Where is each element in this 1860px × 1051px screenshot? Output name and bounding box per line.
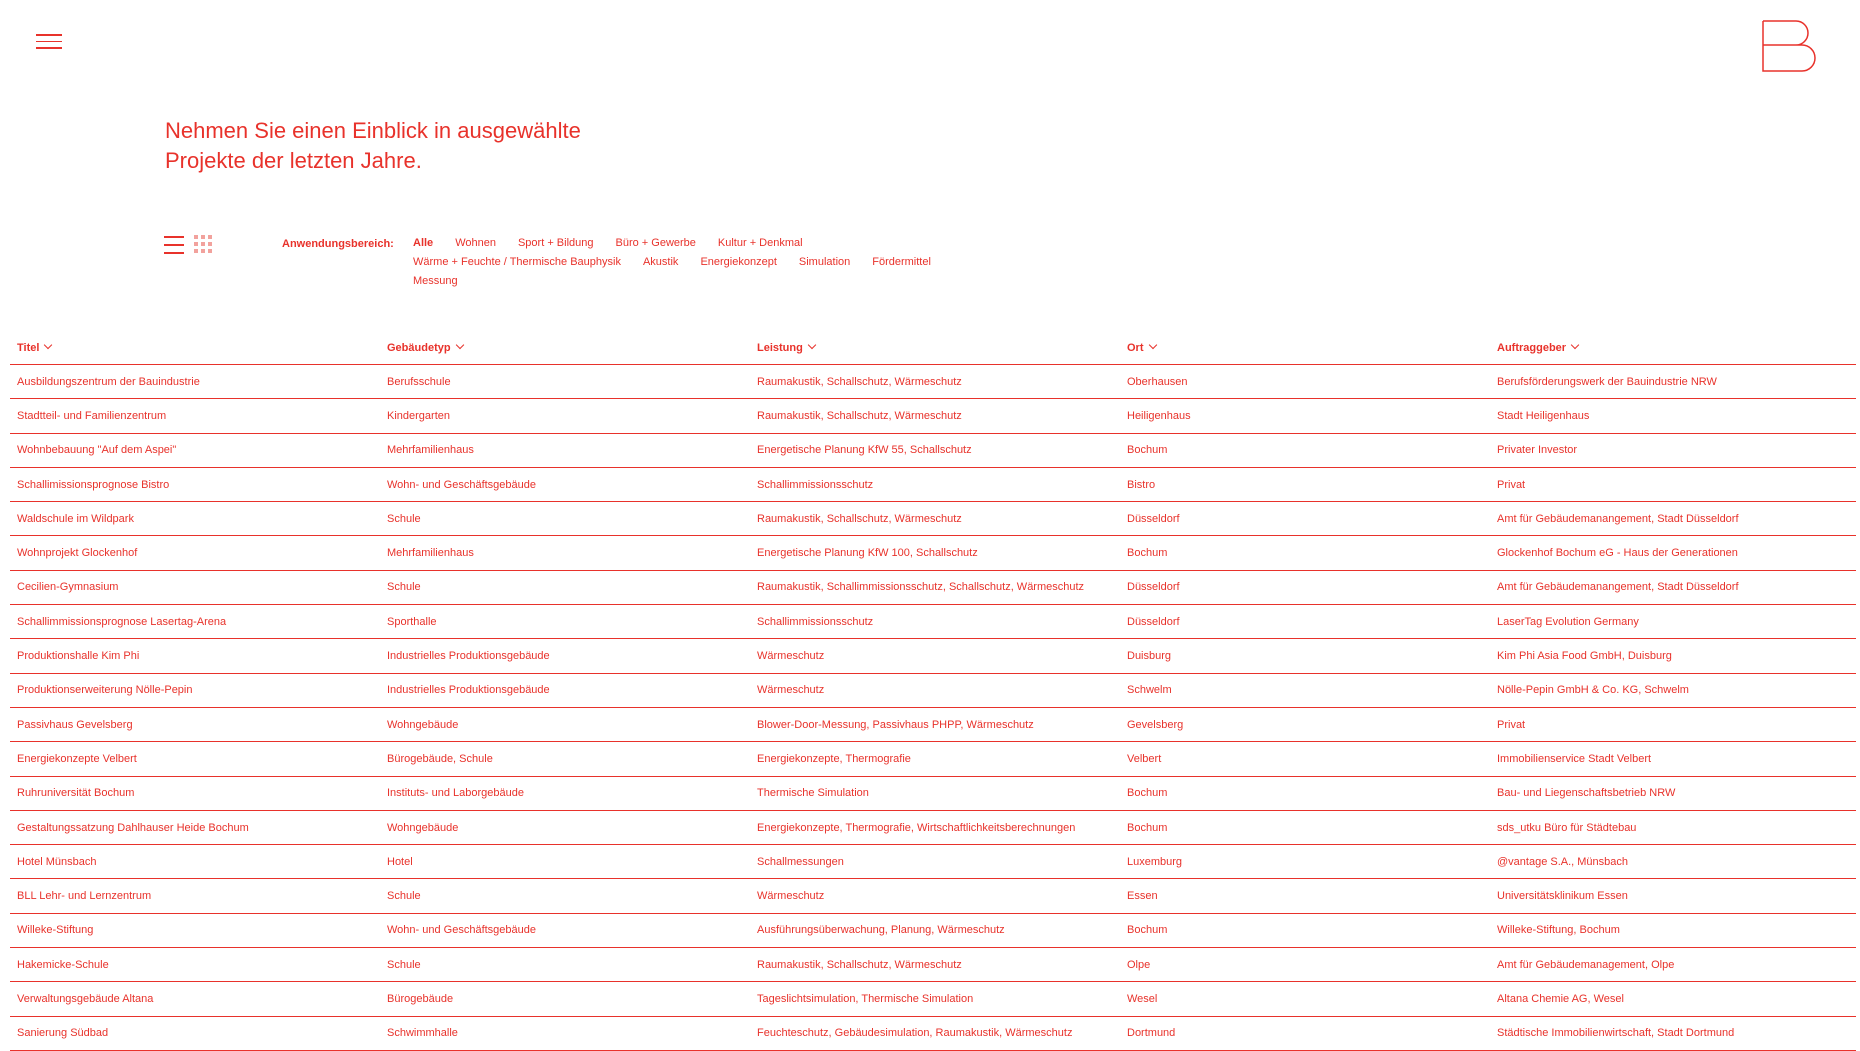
cell-ort: Oberhausen xyxy=(1120,365,1490,399)
cell-titel: Schallimissionsprognose Bistro xyxy=(10,467,380,501)
cell-leistung: Wärmeschutz xyxy=(750,639,1120,673)
table-row[interactable] xyxy=(10,605,1856,639)
cell-leistung: Energiekonzepte, Thermografie xyxy=(750,742,1120,776)
cell-gebaeudetyp: Wohngebäude xyxy=(380,707,750,741)
cell-auftraggeber: Altana Chemie AG, Wesel xyxy=(1490,982,1856,1016)
column-header-titel[interactable]: Titel xyxy=(10,332,380,365)
filter-item[interactable]: Sport + Bildung xyxy=(517,237,594,249)
page-intro xyxy=(165,116,685,176)
cell-titel: Ausbildungszentrum der Bauindustrie xyxy=(10,365,380,399)
cell-titel: Hakemicke-Schule xyxy=(10,948,380,982)
cell-leistung: Tageslichtsimulation, Thermische Simulation xyxy=(750,982,1120,1016)
cell-gebaeudetyp: Bürogebäude xyxy=(380,982,750,1016)
table-row[interactable] xyxy=(10,502,1856,536)
cell-gebaeudetyp: Berufsschule xyxy=(380,365,750,399)
table-row[interactable] xyxy=(10,707,1856,741)
column-header-ort[interactable]: Ort xyxy=(1120,332,1490,365)
intro-line-1: Nehmen Sie einen Einblick in ausgewählte xyxy=(165,118,581,143)
cell-auftraggeber: Privat xyxy=(1490,467,1856,501)
intro-line-2: Projekte der letzten Jahre. xyxy=(165,148,422,173)
projects-table xyxy=(10,332,1856,1051)
table-row[interactable] xyxy=(10,1016,1856,1050)
cell-leistung: Wärmeschutz xyxy=(750,673,1120,707)
chevron-down-icon xyxy=(1571,341,1579,349)
cell-gebaeudetyp: Schule xyxy=(380,502,750,536)
filter-item[interactable]: Akustik xyxy=(642,256,679,268)
cell-auftraggeber: @vantage S.A., Münsbach xyxy=(1490,845,1856,879)
cell-titel: Energiekonzepte Velbert xyxy=(10,742,380,776)
cell-auftraggeber: Städtische Immobilienwirtschaft, Stadt Dortmund xyxy=(1490,1016,1856,1050)
column-header-auftraggeber[interactable]: Auftraggeber xyxy=(1490,332,1856,365)
filter-item[interactable]: Energiekonzept xyxy=(700,256,777,268)
cell-gebaeudetyp: Bürogebäude, Schule xyxy=(380,742,750,776)
cell-titel: Willeke-Stiftung xyxy=(10,913,380,947)
table-header-row xyxy=(10,332,1856,365)
cell-auftraggeber: Stadt Heiligenhaus xyxy=(1490,399,1856,433)
cell-ort: Düsseldorf xyxy=(1120,570,1490,604)
cell-titel: Gestaltungssatzung Dahlhauser Heide Bochum xyxy=(10,810,380,844)
chevron-down-icon xyxy=(808,341,816,349)
cell-ort: Essen xyxy=(1120,879,1490,913)
table-row[interactable] xyxy=(10,845,1856,879)
cell-gebaeudetyp: Mehrfamilienhaus xyxy=(380,433,750,467)
cell-leistung: Energetische Planung KfW 100, Schallschutz xyxy=(750,536,1120,570)
cell-auftraggeber: Privat xyxy=(1490,707,1856,741)
cell-auftraggeber: Amt für Gebäudemanagement, Olpe xyxy=(1490,948,1856,982)
table-body xyxy=(10,365,1856,1051)
cell-titel: Hotel Münsbach xyxy=(10,845,380,879)
filter-item[interactable]: Büro + Gewerbe xyxy=(615,237,696,249)
menu-button[interactable] xyxy=(36,34,62,50)
cell-ort: Velbert xyxy=(1120,742,1490,776)
cell-ort: Düsseldorf xyxy=(1120,502,1490,536)
cell-ort: Heiligenhaus xyxy=(1120,399,1490,433)
table-row[interactable] xyxy=(10,948,1856,982)
cell-auftraggeber: Nölle-Pepin GmbH & Co. KG, Schwelm xyxy=(1490,673,1856,707)
cell-leistung: Feuchteschutz, Gebäudesimulation, Raumakustik, Wärmeschutz xyxy=(750,1016,1120,1050)
cell-ort: Düsseldorf xyxy=(1120,605,1490,639)
chevron-down-icon xyxy=(1148,341,1156,349)
cell-titel: Wohnbebauung "Auf dem Aspei" xyxy=(10,433,380,467)
table-row[interactable] xyxy=(10,570,1856,604)
filter-item[interactable]: Wohnen xyxy=(455,237,496,249)
menu-line xyxy=(36,34,62,36)
cell-auftraggeber: Bau- und Liegenschaftsbetrieb NRW xyxy=(1490,776,1856,810)
cell-ort: Bochum xyxy=(1120,913,1490,947)
cell-ort: Luxemburg xyxy=(1120,845,1490,879)
cell-leistung: Schallmessungen xyxy=(750,845,1120,879)
cell-ort: Schwelm xyxy=(1120,673,1490,707)
cell-titel: BLL Lehr- und Lernzentrum xyxy=(10,879,380,913)
cell-leistung: Blower-Door-Messung, Passivhaus PHPP, Wärmeschutz xyxy=(750,707,1120,741)
cell-ort: Gevelsberg xyxy=(1120,707,1490,741)
cell-leistung: Energiekonzepte, Thermografie, Wirtschaftlichkeitsberechnungen xyxy=(750,810,1120,844)
cell-gebaeudetyp: Industrielles Produktionsgebäude xyxy=(380,639,750,673)
filter-item[interactable]: Wärme + Feuchte / Thermische Bauphysik xyxy=(413,256,621,268)
menu-line xyxy=(36,41,62,43)
table-row[interactable] xyxy=(10,673,1856,707)
cell-auftraggeber: Amt für Gebäudemanangement, Stadt Düsseldorf xyxy=(1490,570,1856,604)
cell-gebaeudetyp: Schwimmhalle xyxy=(380,1016,750,1050)
chevron-down-icon xyxy=(44,341,52,349)
grid-view-icon[interactable] xyxy=(194,235,214,255)
cell-gebaeudetyp: Industrielles Produktionsgebäude xyxy=(380,673,750,707)
cell-gebaeudetyp: Schule xyxy=(380,879,750,913)
cell-ort: Duisburg xyxy=(1120,639,1490,673)
table-row[interactable] xyxy=(10,399,1856,433)
cell-gebaeudetyp: Instituts- und Laborgebäude xyxy=(380,776,750,810)
cell-auftraggeber: Immobilienservice Stadt Velbert xyxy=(1490,742,1856,776)
cell-titel: Schallimmissionsprognose Lasertag-Arena xyxy=(10,605,380,639)
menu-line xyxy=(36,47,62,49)
table-row[interactable] xyxy=(10,776,1856,810)
cell-titel: Cecilien-Gymnasium xyxy=(10,570,380,604)
cell-leistung: Schallimmissionsschutz xyxy=(750,467,1120,501)
cell-gebaeudetyp: Kindergarten xyxy=(380,399,750,433)
filter-item[interactable]: Messung xyxy=(413,275,458,287)
cell-gebaeudetyp: Schule xyxy=(380,570,750,604)
cell-gebaeudetyp: Wohn- und Geschäftsgebäude xyxy=(380,467,750,501)
column-header-gebaeudetyp[interactable]: Gebäudetyp xyxy=(380,332,750,365)
cell-leistung: Raumakustik, Schallschutz, Wärmeschutz xyxy=(750,365,1120,399)
cell-leistung: Raumakustik, Schallschutz, Wärmeschutz xyxy=(750,502,1120,536)
cell-titel: Wohnprojekt Glockenhof xyxy=(10,536,380,570)
cell-gebaeudetyp: Wohngebäude xyxy=(380,810,750,844)
filter-item[interactable]: Alle xyxy=(413,237,434,249)
cell-auftraggeber: Glockenhof Bochum eG - Haus der Generationen xyxy=(1490,536,1856,570)
table-row[interactable] xyxy=(10,879,1856,913)
table-row[interactable] xyxy=(10,536,1856,570)
cell-auftraggeber: Berufsförderungswerk der Bauindustrie NRW xyxy=(1490,365,1856,399)
cell-titel: Waldschule im Wildpark xyxy=(10,502,380,536)
cell-gebaeudetyp: Hotel xyxy=(380,845,750,879)
cell-leistung: Raumakustik, Schallschutz, Wärmeschutz xyxy=(750,399,1120,433)
table-row[interactable] xyxy=(10,365,1856,399)
cell-titel: Ruhruniversität Bochum xyxy=(10,776,380,810)
table-row[interactable] xyxy=(10,467,1856,501)
cell-leistung: Raumakustik, Schallimmissionsschutz, Schallschutz, Wärmeschutz xyxy=(750,570,1120,604)
cell-titel: Passivhaus Gevelsberg xyxy=(10,707,380,741)
cell-leistung: Schallimmissionsschutz xyxy=(750,605,1120,639)
table-row[interactable] xyxy=(10,982,1856,1016)
cell-auftraggeber: Kim Phi Asia Food GmbH, Duisburg xyxy=(1490,639,1856,673)
table-row[interactable] xyxy=(10,639,1856,673)
chevron-down-icon xyxy=(455,341,463,349)
b-logo-icon[interactable] xyxy=(1762,20,1818,74)
table-row[interactable] xyxy=(10,433,1856,467)
cell-titel: Sanierung Südbad xyxy=(10,1016,380,1050)
cell-leistung: Thermische Simulation xyxy=(750,776,1120,810)
filter-item[interactable]: Fördermittel xyxy=(872,256,931,268)
cell-ort: Bochum xyxy=(1120,536,1490,570)
table-row[interactable] xyxy=(10,742,1856,776)
filter-label: Anwendungsbereich: xyxy=(282,238,394,250)
cell-ort: Bochum xyxy=(1120,776,1490,810)
cell-ort: Bochum xyxy=(1120,810,1490,844)
cell-titel: Stadtteil- und Familienzentrum xyxy=(10,399,380,433)
cell-auftraggeber: Universitätsklinikum Essen xyxy=(1490,879,1856,913)
column-header-leistung[interactable]: Leistung xyxy=(750,332,1120,365)
table-row[interactable] xyxy=(10,810,1856,844)
cell-ort: Bochum xyxy=(1120,433,1490,467)
filter-item[interactable]: Kultur + Denkmal xyxy=(717,237,803,249)
cell-gebaeudetyp: Schule xyxy=(380,948,750,982)
cell-titel: Verwaltungsgebäude Altana xyxy=(10,982,380,1016)
cell-ort: Wesel xyxy=(1120,982,1490,1016)
cell-gebaeudetyp: Sporthalle xyxy=(380,605,750,639)
cell-auftraggeber: LaserTag Evolution Germany xyxy=(1490,605,1856,639)
cell-auftraggeber: Privater Investor xyxy=(1490,433,1856,467)
cell-ort: Olpe xyxy=(1120,948,1490,982)
filter-list xyxy=(413,236,953,289)
cell-leistung: Energetische Planung KfW 55, Schallschutz xyxy=(750,433,1120,467)
cell-leistung: Raumakustik, Schallschutz, Wärmeschutz xyxy=(750,948,1120,982)
cell-gebaeudetyp: Mehrfamilienhaus xyxy=(380,536,750,570)
list-view-icon[interactable] xyxy=(164,236,184,254)
filter-item[interactable]: Simulation xyxy=(798,256,851,268)
cell-auftraggeber: sds_utku Büro für Städtebau xyxy=(1490,810,1856,844)
cell-leistung: Ausführungsüberwachung, Planung, Wärmeschutz xyxy=(750,913,1120,947)
cell-titel: Produktionshalle Kim Phi xyxy=(10,639,380,673)
table-row[interactable] xyxy=(10,913,1856,947)
cell-auftraggeber: Willeke-Stiftung, Bochum xyxy=(1490,913,1856,947)
cell-gebaeudetyp: Wohn- und Geschäftsgebäude xyxy=(380,913,750,947)
cell-auftraggeber: Amt für Gebäudemanangement, Stadt Düsseldorf xyxy=(1490,502,1856,536)
cell-ort: Bistro xyxy=(1120,467,1490,501)
cell-titel: Produktionserweiterung Nölle-Pepin xyxy=(10,673,380,707)
view-toggle xyxy=(164,235,214,255)
cell-leistung: Wärmeschutz xyxy=(750,879,1120,913)
cell-ort: Dortmund xyxy=(1120,1016,1490,1050)
